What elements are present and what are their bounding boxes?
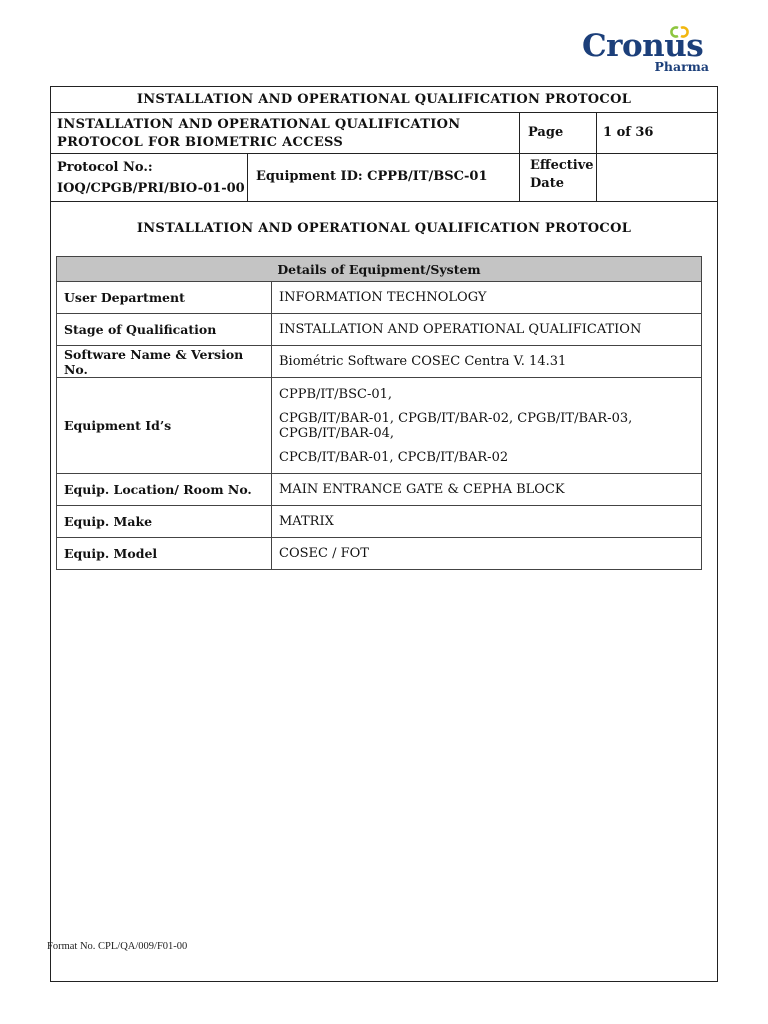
table-row <box>57 378 702 474</box>
header-protocol-no-row <box>51 154 717 202</box>
protocol-title <box>57 113 517 153</box>
row-value-equipment-ids <box>272 378 702 474</box>
company-logo <box>580 26 715 78</box>
table-row <box>57 474 702 506</box>
row-label-location: Equip. Location/ Room No. <box>57 474 272 506</box>
equipment-id-line: CPGB/IT/BAR-01, CPGB/IT/BAR-02, CPGB/IT/BAR-03, <box>279 410 633 426</box>
logo-sub-text: Pharma <box>654 59 709 74</box>
table-row <box>57 314 702 346</box>
protocol-no-label: Protocol No.: <box>57 160 153 175</box>
row-value-make: MATRIX <box>272 506 702 538</box>
protocol-no-block <box>57 154 245 202</box>
row-label-make: Equip. Make <box>57 506 272 538</box>
row-value-stage: INSTALLATION AND OPERATIONAL QUALIFICATION <box>272 314 702 346</box>
table-row <box>57 346 702 378</box>
logo-brand-text: Cronus <box>582 28 704 64</box>
equipment-id: Equipment ID: CPPB/IT/BSC-01 <box>247 154 519 202</box>
effective-date-value <box>596 154 717 202</box>
equipment-id-line: CPPB/IT/BSC-01, <box>279 386 393 402</box>
table-heading: Details of Equipment/System <box>57 257 702 282</box>
document-title: INSTALLATION AND OPERATIONAL QUALIFICATION PROTOCOL <box>136 92 632 107</box>
format-number: Format No. CPL/QA/009/F01-00 <box>47 941 188 952</box>
table-row <box>57 538 702 570</box>
header-title-row <box>51 87 717 113</box>
row-label-software: Software Name & Version No. <box>57 346 272 378</box>
table-row <box>57 282 702 314</box>
row-value-software: Biométric Software COSEC Centra V. 14.31 <box>272 346 702 378</box>
equipment-id-line: CPCB/IT/BAR-01, CPCB/IT/BAR-02 <box>279 449 509 465</box>
table-row <box>57 506 702 538</box>
protocol-title-line2: PROTOCOL FOR BIOMETRIC ACCESS <box>57 135 344 150</box>
row-label-model: Equip. Model <box>57 538 272 570</box>
page-number: 1 of 36 <box>596 113 717 153</box>
protocol-title-line1: INSTALLATION AND OPERATIONAL QUALIFICATION <box>57 117 461 132</box>
document-frame <box>50 86 718 982</box>
header-divider <box>51 201 717 202</box>
row-label-equipment-ids: Equipment Id’s <box>57 378 272 474</box>
section-title: INSTALLATION AND OPERATIONAL QUALIFICATION PROTOCOL <box>136 221 632 236</box>
header-protocol-row <box>51 113 717 154</box>
protocol-no-value: IOQ/CPGB/PRI/BIO-01-00 <box>57 181 245 196</box>
effective-label-line1: Effective <box>530 158 594 173</box>
page-label: Page <box>519 113 596 153</box>
effective-label-line2: Date <box>530 176 564 191</box>
row-value-model: COSEC / FOT <box>272 538 702 570</box>
row-label-user-department: User Department <box>57 282 272 314</box>
effective-date-label <box>519 154 596 202</box>
row-value-user-department: INFORMATION TECHNOLOGY <box>272 282 702 314</box>
equipment-details-table <box>56 256 702 570</box>
equipment-id-line: CPGB/IT/BAR-04, <box>279 425 394 441</box>
row-label-stage: Stage of Qualification <box>57 314 272 346</box>
row-value-location: MAIN ENTRANCE GATE & CEPHA BLOCK <box>272 474 702 506</box>
table-header-row <box>57 257 702 282</box>
